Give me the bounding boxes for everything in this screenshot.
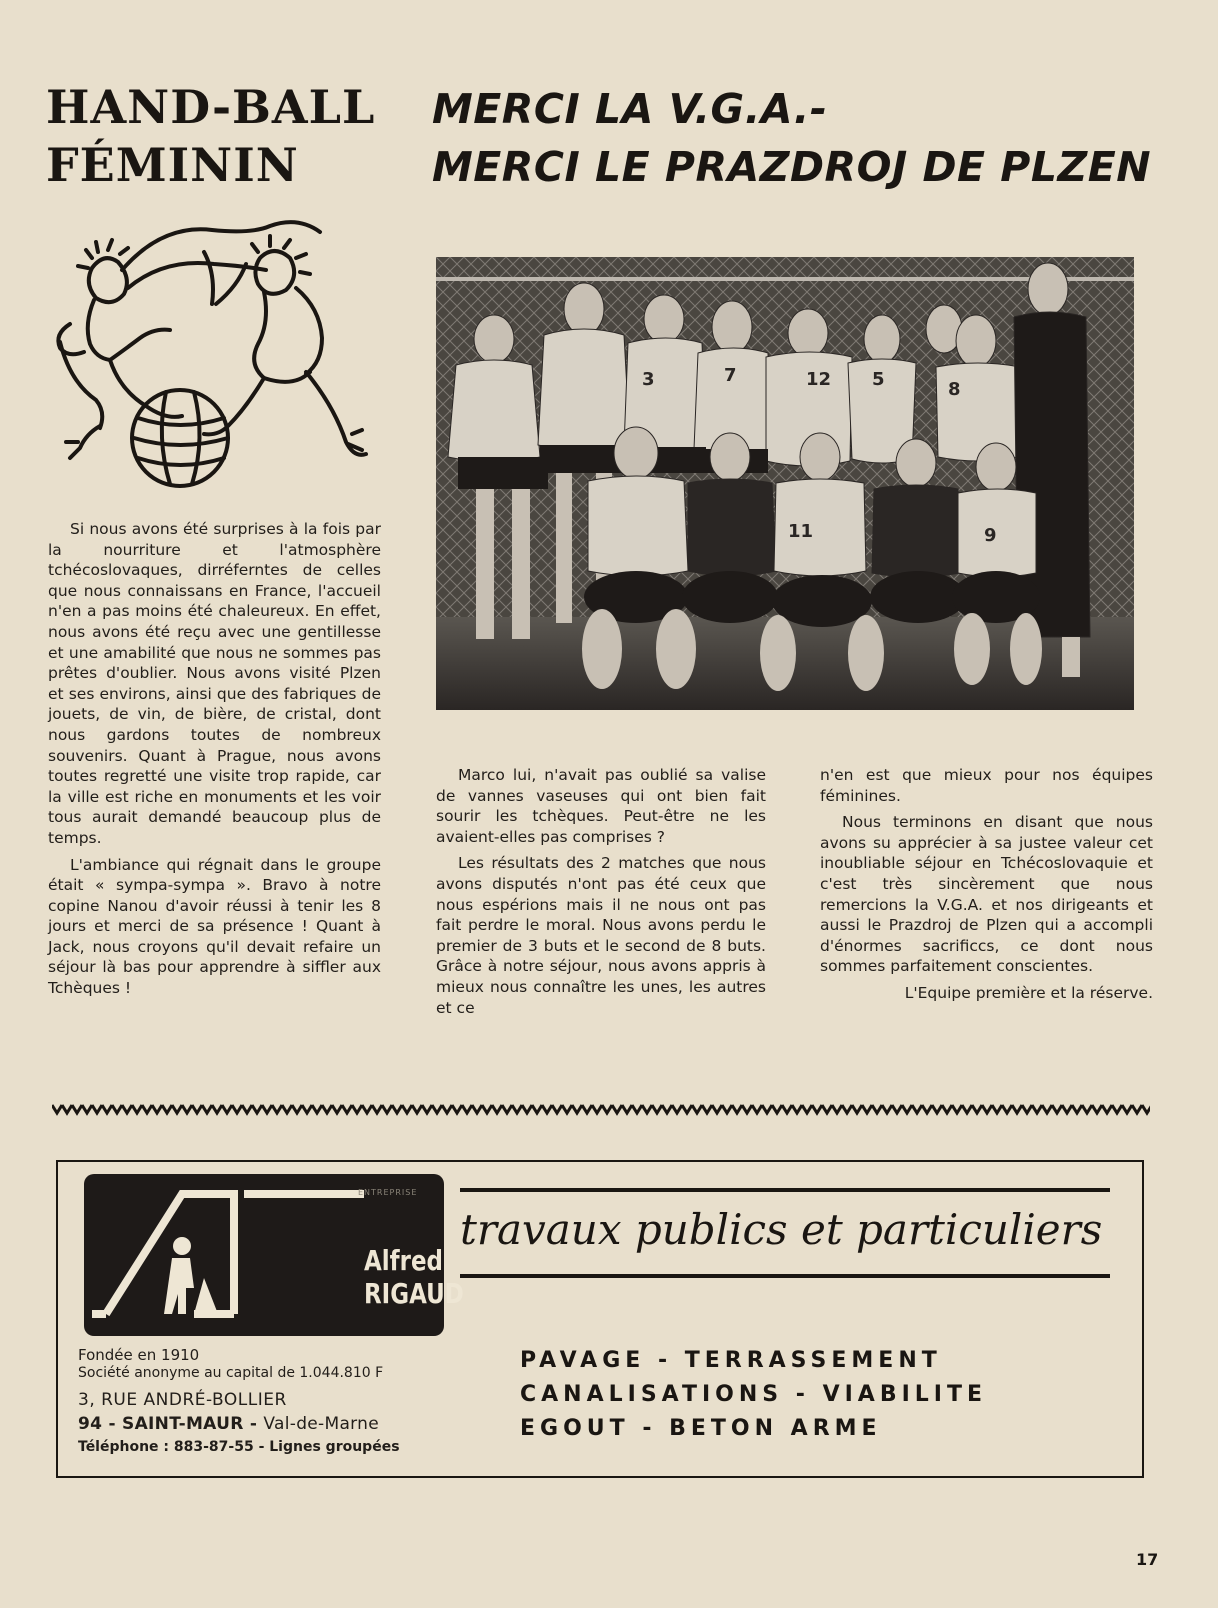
team-photo <box>436 257 1134 710</box>
logo-name-line1: Alfred <box>364 1244 443 1277</box>
article-signature: L'Equipe première et la réserve. <box>904 983 1153 1002</box>
article-column-1 <box>48 519 381 1005</box>
ad-border-bottom <box>56 1476 1144 1478</box>
article-column-2 <box>436 765 766 1024</box>
logo-company-name <box>364 1244 462 1310</box>
jersey-number: 5 <box>872 369 885 390</box>
logo-small-text: ENTREPRISE <box>358 1188 418 1197</box>
jersey-number: 12 <box>806 369 832 390</box>
article-paragraph: n'en est que mieux pour nos équipes féminines. <box>820 766 1153 805</box>
service-line: CANALISATIONS - VIABILITE <box>520 1382 988 1407</box>
city-region: Val-de-Marne <box>263 1414 379 1434</box>
jersey-number: 8 <box>948 379 961 400</box>
article-paragraph: L'ambiance qui régnait dans le groupe était « sympa-sympa ». Bravo à notre copine Nanou d'avoir réussi à tenir les 8 jours et merci de sa présence ! Quant à Jack, nous croyons qu'il devait refaire un séjour là bas pour apprendre à siffler aux Tchèques ! <box>48 855 381 998</box>
services-list <box>520 1344 1140 1446</box>
headline <box>432 80 1172 196</box>
section-title-line2: FÉMININ <box>46 138 299 192</box>
phone-text: Téléphone : 883-87-55 - Lignes groupées <box>78 1439 400 1455</box>
article-paragraph: Si nous avons été surprises à la fois par la nourriture et l'atmosphère tchécoslovaques, dirréferntes de celles que nous connaissans en France, l'accueil n'en a pas moins été chaleureux. En effet, nous avons été reçu avec une gentillesse et une amabilité que nous ne sommes pas prêtes d'oublier. Nous avons visité Plzen et ses environs, ainsi que des fabriques de jouets, de vin, de bière, de cristal, dont nous gardons toutes de nombreux souvenirs. Quant à Prague, nous avons toutes regretté une visite trop rapide, car la ville est riche en monuments et les voir tous aurait demandé beaucoup plus de temps. <box>48 520 381 847</box>
zigzag-divider <box>52 1102 1150 1116</box>
capital-text: Société anonyme au capital de 1.044.810 F <box>78 1365 384 1381</box>
company-logo <box>84 1174 464 1336</box>
jersey-number: 3 <box>642 369 655 390</box>
tagline-rule-bottom <box>460 1274 1110 1278</box>
city-address <box>78 1412 458 1436</box>
headline-line1: MERCI LA V.G.A.- <box>432 85 828 133</box>
article-column-3 <box>820 765 1153 1010</box>
service-line: PAVAGE - TERRASSEMENT <box>520 1348 942 1373</box>
worker-digging-logo-icon <box>84 1174 364 1336</box>
ad-border-right <box>1142 1160 1144 1478</box>
ad-tagline: travaux publics et particuliers <box>460 1205 1103 1254</box>
handball-players-drawing-icon <box>48 212 383 502</box>
company-info <box>78 1346 458 1458</box>
section-title-line1: HAND-BALL <box>46 80 376 134</box>
tagline-rule-top <box>460 1188 1110 1192</box>
jersey-number: 11 <box>788 521 814 542</box>
logo-name-line2: RIGAUD <box>364 1277 464 1310</box>
jersey-number: 9 <box>984 525 997 546</box>
city-prefix: 94 - SAINT-MAUR - <box>78 1414 258 1434</box>
ad-border-top <box>56 1160 1144 1162</box>
article-paragraph: Nous terminons en disant que nous avons su apprécier à sa justee valeur cet inoubliable séjour en Tchécoslovaquie et c'est très sincèrement que nous remercions la V.G.A. et nos dirigeants et aussi le Prazdroj de Plzen qui a accompli d'énormes sacrificcs, ce dont nous sommes parfaitement conscientes. <box>820 813 1153 976</box>
article-paragraph: Marco lui, n'avait pas oublié sa valise de vannes vaseuses qui ont bien fait sourir les tchèques. Peut-être ne les avaient-elles pas comprises ? <box>436 766 766 846</box>
headline-line2: MERCI LE PRAZDROJ DE PLZEN <box>432 143 1152 191</box>
team-photo-icon <box>436 257 1134 710</box>
service-line: EGOUT - BETON ARME <box>520 1416 882 1441</box>
section-title <box>46 78 376 194</box>
jersey-number: 7 <box>724 365 737 386</box>
street-address: 3, RUE ANDRÉ-BOLLIER <box>78 1390 287 1410</box>
article-paragraph: Les résultats des 2 matches que nous avons disputés n'ont pas été ceux que nous espérions mais il ne nous ont pas fait perdre le moral. Nous avons perdu le premier de 3 buts et le second de 8 buts. Grâce à notre séjour, nous avons appris à mieux nous connaître les unes, les autres et ce <box>436 854 766 1017</box>
ad-border-left <box>56 1160 58 1478</box>
founded-text: Fondée en 1910 <box>78 1346 200 1364</box>
page-number: 17 <box>1136 1550 1159 1569</box>
